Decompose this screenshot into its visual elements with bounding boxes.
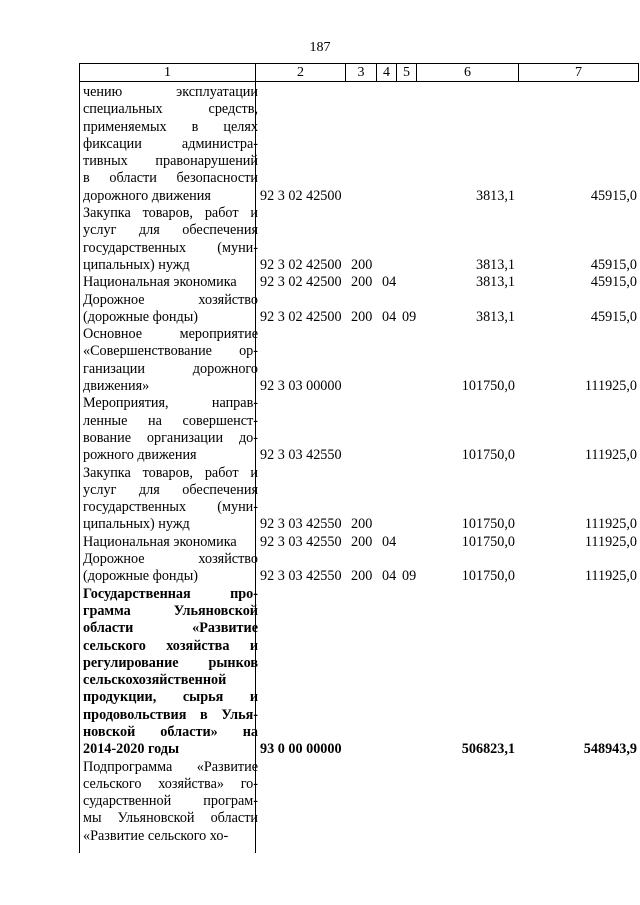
classification-code: 92 3 03 42550 (260, 568, 342, 585)
row-name-line: Закупка товаров, работ и (83, 464, 258, 481)
row-name-line: движения» (83, 378, 150, 395)
classification-code: 92 3 03 42550 (260, 516, 342, 533)
classification-code: 92 3 02 42500 (260, 187, 342, 204)
row-name-line: сельского хозяйства» го- (83, 775, 258, 792)
table-row (79, 274, 639, 291)
amount-year-1: 506823,1 (461, 741, 515, 758)
amount-year-2: 45915,0 (590, 187, 637, 204)
row-name-line: применяемых в целях (83, 118, 258, 135)
table-row (79, 205, 639, 274)
section: 04 (382, 568, 397, 585)
row-name-line: государственных (муни- (83, 499, 258, 516)
amount-year-2: 111925,0 (584, 447, 637, 464)
amount-year-1: 101750,0 (461, 447, 515, 464)
expense-type: 200 (351, 568, 373, 585)
section: 04 (382, 533, 397, 550)
row-name-line: Закупка товаров, работ и (83, 205, 258, 222)
row-name-line: новской области» на (83, 723, 258, 740)
row-name (79, 759, 258, 845)
amount-year-2: 111925,0 (584, 378, 637, 395)
row-name (79, 84, 258, 205)
row-name-line: «Развитие сельского хо- (83, 827, 229, 844)
row-name-line: сударственной програм- (83, 793, 258, 810)
row-name-line: государственных (муни- (83, 239, 258, 256)
row-name-line: дорожного движения (83, 187, 211, 204)
amount-year-1: 3813,1 (475, 308, 515, 325)
table-row (79, 551, 639, 586)
expense-type: 200 (351, 256, 373, 273)
classification-code: 92 3 02 42500 (260, 308, 342, 325)
row-name-line: услуг для обеспечения (83, 222, 258, 239)
row-name-line: продовольствия в Улья- (83, 706, 258, 723)
column-header-6: 6 (417, 64, 519, 82)
row-name-line: чению эксплуатации (83, 84, 258, 100)
column-header-7: 7 (519, 64, 639, 82)
row-name-line: «Совершенствование ор- (83, 343, 258, 360)
table-row (79, 759, 639, 845)
classification-code: 92 3 03 00000 (260, 378, 342, 395)
row-name-line: сельскохозяйственной (83, 672, 227, 689)
row-name-line: специальных средств, (83, 101, 258, 118)
row-name-line: ципальных) нужд (83, 516, 190, 533)
classification-code: 92 3 03 42550 (260, 533, 342, 550)
page-number: 187 (309, 40, 331, 55)
column-header-4: 4 (377, 64, 397, 82)
row-name-line: услуг для обеспечения (83, 481, 258, 498)
column-header-5: 5 (397, 64, 417, 82)
row-name-line: регулирование рынков (83, 654, 258, 671)
table-row (79, 534, 639, 551)
row-name-line: рожного движения (83, 447, 197, 464)
row-name-line: в области безопасности (83, 170, 258, 187)
column-header-3: 3 (346, 64, 377, 82)
row-name (79, 205, 258, 274)
amount-year-1: 101750,0 (461, 568, 515, 585)
amount-year-1: 101750,0 (461, 378, 515, 395)
column-header-row (79, 63, 639, 82)
amount-year-2: 45915,0 (590, 274, 637, 291)
row-name-line: Дорожное хозяйство (83, 291, 258, 308)
column-header-1: 1 (80, 64, 256, 82)
table-row (79, 395, 639, 464)
row-name (79, 586, 258, 759)
row-name (79, 274, 258, 291)
row-name (79, 395, 258, 464)
row-name-line: вование организации до- (83, 429, 258, 446)
row-name-line: Мероприятия, направ- (83, 395, 258, 412)
row-name-line: ципальных) нужд (83, 256, 190, 273)
row-name (79, 551, 258, 586)
amount-year-2: 45915,0 (590, 308, 637, 325)
classification-code: 92 3 03 42550 (260, 447, 342, 464)
amount-year-2: 111925,0 (584, 516, 637, 533)
row-name-line: Национальная экономика (83, 274, 237, 291)
subsection: 09 (402, 568, 417, 585)
amount-year-1: 101750,0 (461, 516, 515, 533)
row-name-line: области «Развитие (83, 620, 258, 637)
classification-code: 93 0 00 00000 (260, 741, 342, 758)
table-row (79, 465, 639, 534)
row-name-line: ленные на совершенст- (83, 412, 258, 429)
subsection: 09 (402, 308, 417, 325)
amount-year-2: 111925,0 (584, 533, 637, 550)
row-name-line: ганизации дорожного (83, 360, 258, 377)
row-name-line: тивных правонарушений (83, 153, 258, 170)
amount-year-1: 3813,1 (475, 256, 515, 273)
table-row (79, 326, 639, 395)
row-name-line: Государственная про- (83, 585, 258, 602)
row-name-line: Основное мероприятие (83, 326, 258, 343)
classification-code: 92 3 02 42500 (260, 256, 342, 273)
amount-year-1: 3813,1 (475, 187, 515, 204)
amount-year-1: 3813,1 (475, 274, 515, 291)
table-row (79, 84, 639, 205)
row-name-line: продукции, сырья и (83, 689, 258, 706)
row-name-line: (дорожные фонды) (83, 568, 198, 585)
row-name-line: сельского хозяйства и (83, 637, 258, 654)
budget-table-body (79, 84, 639, 845)
row-name-line: Дорожное хозяйство (83, 551, 258, 568)
row-name (79, 465, 258, 534)
column-header-2: 2 (256, 64, 346, 82)
row-name (79, 292, 258, 327)
expense-type: 200 (351, 308, 373, 325)
table-row (79, 586, 639, 759)
classification-code: 92 3 02 42500 (260, 274, 342, 291)
row-name-line: (дорожные фонды) (83, 308, 198, 325)
amount-year-1: 101750,0 (461, 533, 515, 550)
section: 04 (382, 308, 397, 325)
row-name-line: грамма Ульяновской (83, 602, 258, 619)
table-row (79, 292, 639, 327)
row-name-line: Национальная экономика (83, 533, 237, 550)
section: 04 (382, 274, 397, 291)
expense-type: 200 (351, 533, 373, 550)
amount-year-2: 45915,0 (590, 256, 637, 273)
amount-year-2: 111925,0 (584, 568, 637, 585)
amount-year-2: 548943,9 (583, 741, 637, 758)
expense-type: 200 (351, 516, 373, 533)
row-name (79, 326, 258, 395)
row-name-line: Подпрограмма «Развитие (83, 758, 258, 775)
row-name-line: 2014-2020 годы (83, 741, 180, 758)
row-name-line: фиксации администра- (83, 135, 258, 152)
row-name (79, 534, 258, 551)
expense-type: 200 (351, 274, 373, 291)
row-name-line: мы Ульяновской области (83, 810, 258, 827)
